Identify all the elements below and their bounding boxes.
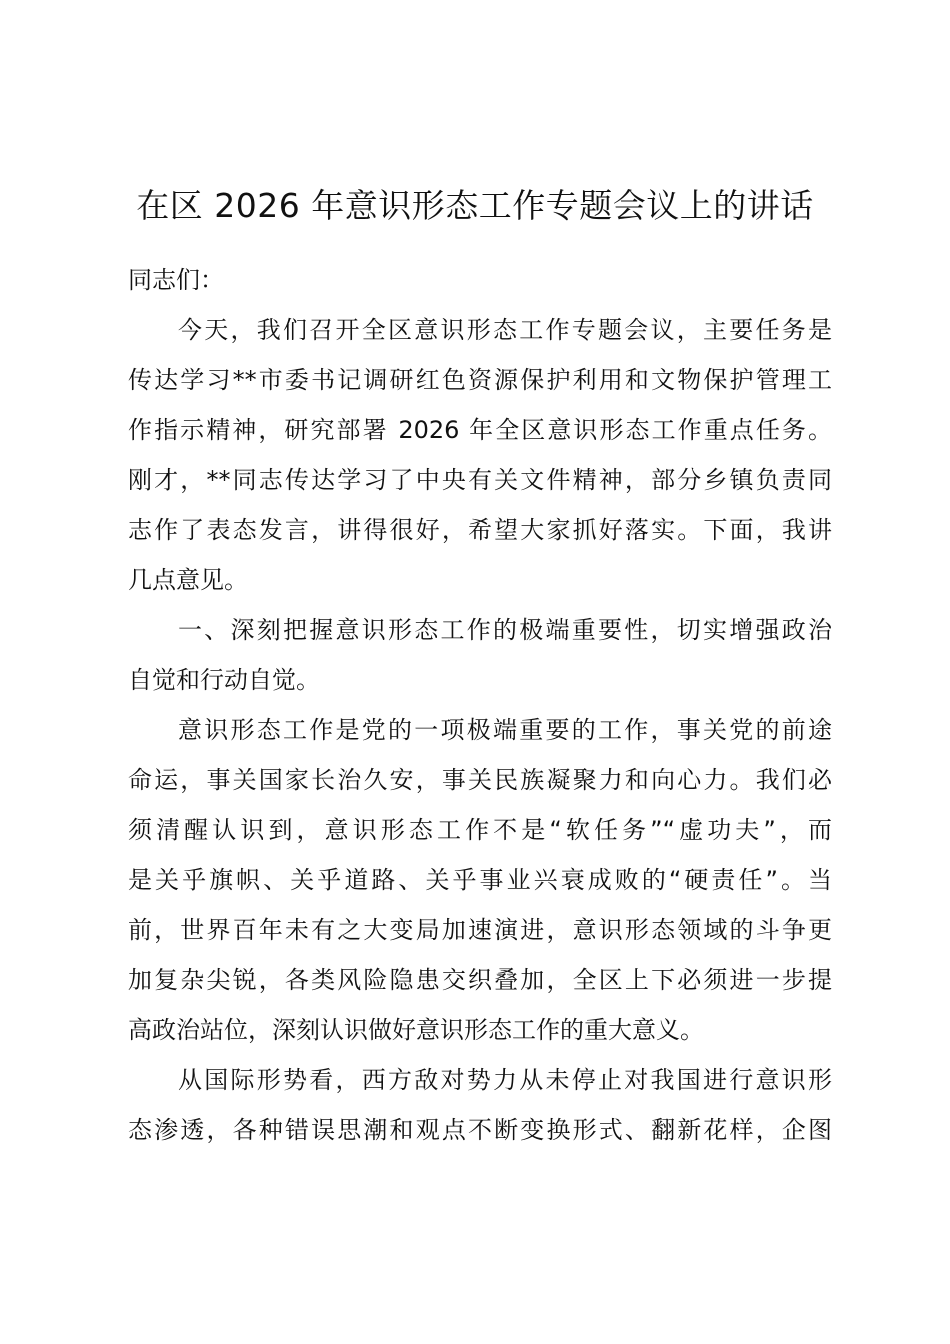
paragraph-line: 作指示精神，研究部署 2026 年全区意识形态工作重点任务。	[128, 416, 832, 444]
paragraph-line: 高政治站位，深刻认识做好意识形态工作的重大意义。	[128, 1016, 704, 1044]
paragraph-line: 命运，事关国家长治久安，事关民族凝聚力和向心力。我们必	[128, 766, 832, 794]
paragraphs	[128, 305, 832, 1155]
paragraph-line: 今天，我们召开全区意识形态工作专题会议，主要任务是	[178, 316, 832, 344]
salutation: 同志们：	[128, 266, 224, 294]
paragraph-line: 自觉和行动自觉。	[128, 666, 320, 694]
document-title: 在区 2026 年意识形态工作专题会议上的讲话	[136, 186, 814, 225]
paragraph-line: 从国际形势看，西方敌对势力从未停止对我国进行意识形	[178, 1066, 832, 1094]
document-body	[128, 255, 832, 1155]
paragraph	[128, 705, 832, 1055]
paragraph-line: 几点意见。	[128, 566, 248, 594]
paragraph-line: 是关乎旗帜、关乎道路、关乎事业兴衰成败的“硬责任”。当	[128, 866, 832, 894]
paragraph-line: 加复杂尖锐，各类风险隐患交织叠加，全区上下必须进一步提	[128, 966, 832, 994]
paragraph-line: 刚才，**同志传达学习了中央有关文件精神，部分乡镇负责同	[128, 466, 832, 494]
paragraph-line: 须清醒认识到，意识形态工作不是“软任务”“虚功夫”，而	[128, 816, 832, 844]
paragraph	[128, 305, 832, 605]
paragraph-line: 态渗透，各种错误思潮和观点不断变换形式、翻新花样，企图	[128, 1116, 832, 1144]
paragraph-line: 一、深刻把握意识形态工作的极端重要性，切实增强政治	[178, 616, 832, 644]
paragraph	[128, 605, 832, 705]
paragraph-line: 传达学习**市委书记调研红色资源保护利用和文物保护管理工	[128, 366, 832, 394]
paragraph	[128, 1055, 832, 1155]
paragraph-line: 前，世界百年未有之大变局加速演进，意识形态领域的斗争更	[128, 916, 832, 944]
paragraph-line: 志作了表态发言，讲得很好，希望大家抓好落实。下面，我讲	[128, 516, 832, 544]
paragraph-line: 意识形态工作是党的一项极端重要的工作，事关党的前途	[178, 716, 832, 744]
